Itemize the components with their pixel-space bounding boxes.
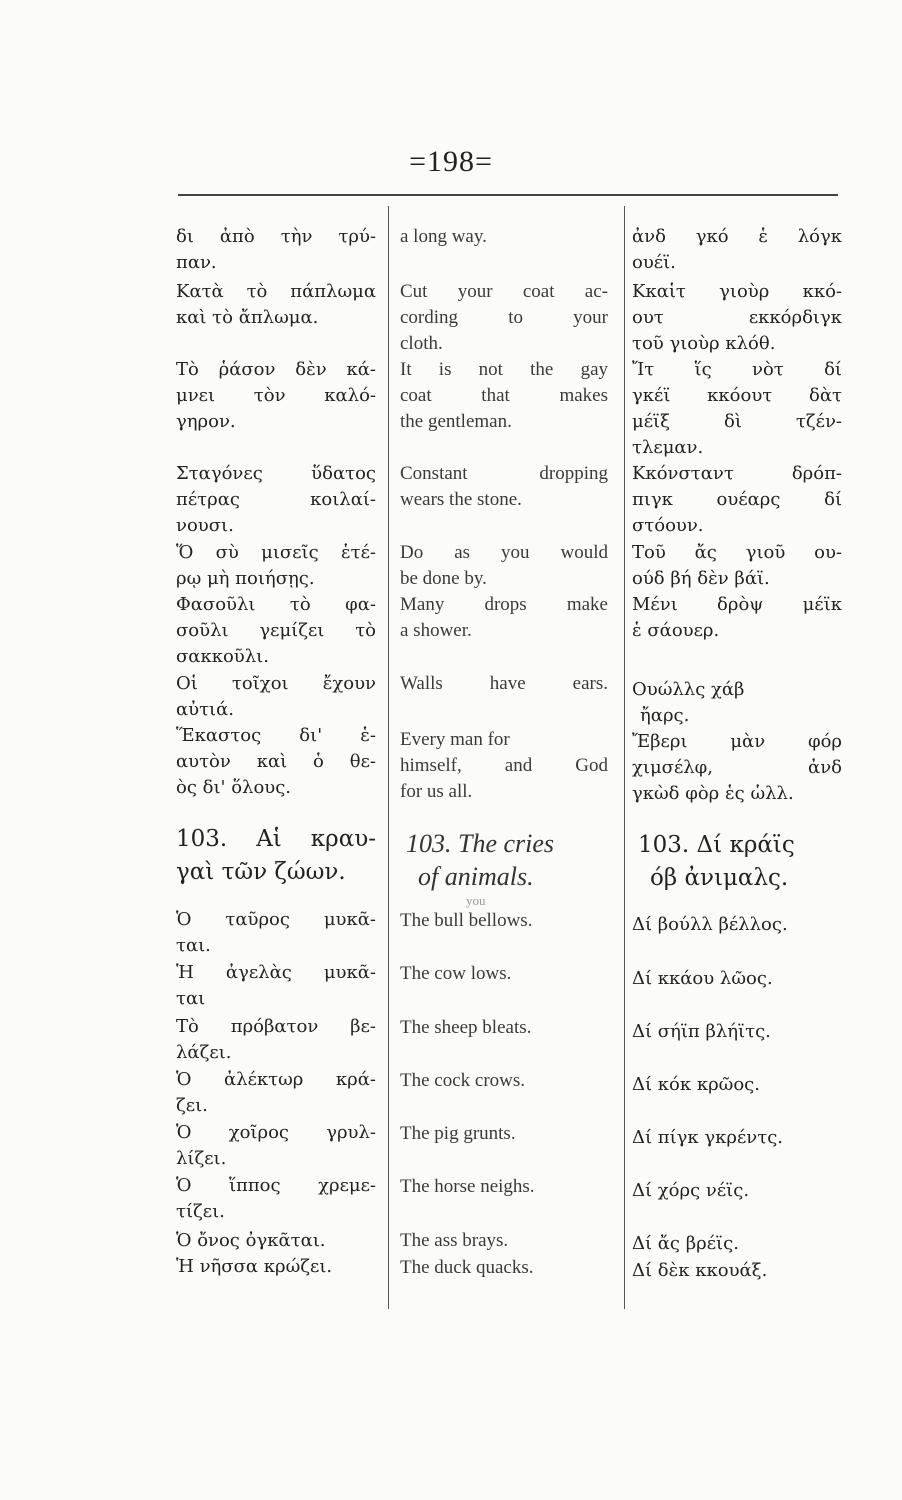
- transliteration-line: χιμσέλφ, ἀνδ: [632, 757, 842, 778]
- transliteration-line: γκὼδ φὸρ ἑς ὡλλ.: [632, 783, 794, 804]
- proverb-greek: [176, 224, 376, 276]
- animal-greek: [176, 1067, 376, 1119]
- transliteration-line: Τοῦ ἄς γιοῦ ου-: [632, 542, 842, 563]
- greek-line: μνει τὸν καλό-: [176, 385, 376, 406]
- english-line: The duck quacks.: [400, 1257, 534, 1278]
- greek-line: Ὅ σὺ μισεῖς ἑτέ-: [176, 542, 376, 563]
- transliteration-line: τοῦ γιοὺρ κλόθ.: [632, 333, 776, 354]
- proverb-transliteration: [632, 729, 842, 807]
- greek-line: δι ἀπὸ τὴν τρύ-: [176, 226, 376, 247]
- greek-line: σακκοῦλι.: [176, 646, 269, 667]
- transliteration-line: Δί κόκ κρῶος.: [632, 1074, 760, 1095]
- transliteration-line: ούδ βή δὲν βάϊ.: [632, 568, 770, 589]
- transliteration-line: ουτ εκκόρδιγκ: [632, 307, 842, 328]
- proverb-greek: [176, 540, 376, 592]
- transliteration-line: Δί ἄς βρέϊς.: [632, 1233, 739, 1254]
- proverb-english: [400, 461, 608, 513]
- proverb-english: [400, 279, 608, 357]
- proverb-transliteration: [632, 461, 842, 539]
- transliteration-line: Δί κκάου λῶος.: [632, 968, 773, 989]
- transliteration-line: ἀνδ γκό ἑ λόγκ: [632, 226, 842, 247]
- animal-greek: [176, 1120, 376, 1172]
- animal-greek: [176, 1173, 376, 1225]
- transliteration-line: Δί σήϊπ βλήϊτς.: [632, 1021, 771, 1042]
- english-line: The pig grunts.: [400, 1123, 516, 1144]
- english-line: The bull bellows.: [400, 910, 533, 931]
- animal-transliteration: [632, 1178, 842, 1204]
- section-heading-transliteration: [638, 829, 848, 895]
- greek-line: γηρον.: [176, 411, 236, 432]
- greek-line: λίζει.: [176, 1148, 227, 1169]
- english-line: wears the stone.: [400, 489, 522, 510]
- column-divider-right: [624, 206, 625, 1309]
- transliteration-line: ἤαρς.: [640, 705, 690, 726]
- proverb-english: [400, 224, 608, 250]
- english-line: The ass brays.: [400, 1230, 509, 1251]
- animal-transliteration: [632, 1258, 842, 1284]
- proverb-transliteration: [632, 540, 842, 592]
- transliteration-line: Μένι δρὸψ μέϊκ: [632, 594, 842, 615]
- greek-line: ρῳ μὴ ποιήσῃς.: [176, 568, 315, 589]
- greek-line: Τὸ πρόβατον βε-: [176, 1016, 376, 1037]
- proverb-transliteration: [632, 279, 842, 357]
- heading-line: γαὶ τῶν ζώων.: [176, 859, 346, 885]
- animal-english: [400, 1255, 608, 1281]
- english-line: be done by.: [400, 568, 487, 589]
- greek-line: Σταγόνες ὕδατος: [176, 463, 376, 484]
- english-line: Every man for: [400, 729, 510, 750]
- greek-line: Οἱ τοῖχοι ἔχουν: [176, 673, 376, 694]
- english-line: himself, and God: [400, 755, 608, 776]
- transliteration-line: Δί χόρς νέϊς.: [632, 1180, 750, 1201]
- proverb-english: [400, 671, 608, 697]
- animal-greek: [176, 1254, 376, 1280]
- greek-line: αὐτιά.: [176, 699, 234, 720]
- transliteration-line: Δί πίγκ γκρέντς.: [632, 1127, 784, 1148]
- transliteration-line: Δί βούλλ βέλλος.: [632, 914, 788, 935]
- greek-line: Τὸ ῥάσον δὲν κά-: [176, 359, 376, 380]
- greek-line: ται.: [176, 935, 211, 956]
- greek-line: πέτρας κοιλαί-: [176, 489, 376, 510]
- page-number: =198=: [409, 145, 493, 178]
- proverb-transliteration: [632, 677, 842, 729]
- transliteration-line: Δί δὲκ κκουάξ.: [632, 1260, 768, 1281]
- english-line: Do as you would: [400, 542, 608, 563]
- greek-line: καὶ τὸ ἄπλωμα.: [176, 307, 319, 328]
- greek-line: ὸς δι' ὅλους.: [176, 777, 292, 798]
- english-line: Walls have ears.: [400, 673, 608, 694]
- animal-english: [400, 1015, 608, 1041]
- heading-line: of animals.: [418, 862, 534, 891]
- english-line: cloth.: [400, 333, 443, 354]
- animal-english: [400, 908, 608, 934]
- section-heading-greek: [176, 823, 376, 889]
- english-line: cording to your: [400, 307, 608, 328]
- english-line: The cock crows.: [400, 1070, 526, 1091]
- transliteration-line: ουέϊ.: [632, 252, 676, 273]
- greek-line: Ὁ ταῦρος μυκᾶ-: [176, 909, 376, 930]
- heading-line: όβ ἀνιμαλς.: [650, 865, 789, 891]
- animal-transliteration: [632, 912, 842, 938]
- animal-english: [400, 1228, 608, 1254]
- transliteration-line: γκέϊ κκόουτ δὰτ: [632, 385, 842, 406]
- greek-line: ζει.: [176, 1095, 208, 1116]
- greek-line: τίζει.: [176, 1201, 225, 1222]
- transliteration-line: Κκόνσταντ δρόπ-: [632, 463, 842, 484]
- proverb-greek: [176, 592, 376, 670]
- english-line: the gentleman.: [400, 411, 512, 432]
- proverb-greek: [176, 671, 376, 723]
- animal-transliteration: [632, 1072, 842, 1098]
- english-line: It is not the gay: [400, 359, 608, 380]
- animal-greek: [176, 1228, 376, 1254]
- greek-line: Ὁ ἀλέκτωρ κρά-: [176, 1069, 376, 1090]
- greek-line: Ὁ ὄνος ὀγκᾶται.: [176, 1230, 326, 1251]
- animal-transliteration: [632, 1019, 842, 1045]
- section-heading-english: [406, 827, 614, 893]
- english-line: for us all.: [400, 781, 473, 802]
- transliteration-line: στόουν.: [632, 515, 704, 536]
- greek-line: Ὁ ἵππος χρεμε-: [176, 1175, 376, 1196]
- greek-line: ται: [176, 988, 206, 1009]
- proverb-greek: [176, 461, 376, 539]
- transliteration-line: πιγκ ουέαρς δί: [632, 489, 842, 510]
- greek-line: Ἡ νῆσσα κρώζει.: [176, 1256, 333, 1277]
- proverb-english: [400, 540, 608, 592]
- proverb-transliteration: [632, 592, 842, 644]
- animal-transliteration: [632, 1231, 842, 1257]
- animal-english: [400, 961, 608, 987]
- greek-line: λάζει.: [176, 1042, 232, 1063]
- proverb-greek: [176, 279, 376, 331]
- transliteration-line: Ἴτ ἵς νὸτ δί: [632, 359, 842, 380]
- english-line: a long way.: [400, 226, 487, 247]
- greek-line: νουσι.: [176, 515, 234, 536]
- greek-line: αυτὸν καὶ ὁ θε-: [176, 751, 376, 772]
- greek-line: σοῦλι γεμίζει τὸ: [176, 620, 376, 641]
- english-line: Many drops make: [400, 594, 608, 615]
- transliteration-line: Κκαἱτ γιοὺρ κκό-: [632, 281, 842, 302]
- english-line: coat that makes: [400, 385, 608, 406]
- proverb-transliteration: [632, 224, 842, 276]
- english-line: The sheep bleats.: [400, 1017, 532, 1038]
- proverb-english: [400, 357, 608, 435]
- greek-line: Ἕκαστος δι' ἑ-: [176, 725, 376, 746]
- transliteration-line: τλεμαν.: [632, 437, 704, 458]
- column-divider-left: [388, 206, 389, 1309]
- transliteration-line: Ουώλλς χάβ: [632, 679, 745, 700]
- animal-greek: [176, 907, 376, 959]
- greek-line: Κατὰ τὸ πάπλωμα: [176, 281, 376, 302]
- transliteration-line: ἑ σάουερ.: [632, 620, 720, 641]
- header-rule: [178, 194, 838, 196]
- stray-mark: you: [466, 893, 486, 908]
- english-line: Cut your coat ac-: [400, 281, 608, 302]
- heading-line: 103. The cries: [406, 829, 555, 858]
- english-line: The horse neighs.: [400, 1176, 535, 1197]
- animal-greek: [176, 1014, 376, 1066]
- transliteration-line: Ἔβερι μὰν φόρ: [632, 731, 842, 752]
- animal-english: [400, 1121, 608, 1147]
- english-line: The cow lows.: [400, 963, 512, 984]
- proverb-greek: [176, 723, 376, 801]
- animal-greek: [176, 960, 376, 1012]
- animal-english: [400, 1174, 608, 1200]
- greek-line: Ὁ χοῖρος γρυλ-: [176, 1122, 376, 1143]
- greek-line: Φασοῦλι τὸ φα-: [176, 594, 376, 615]
- greek-line: Ἡ ἀγελὰς μυκᾶ-: [176, 962, 376, 983]
- greek-line: παν.: [176, 252, 217, 273]
- heading-line: 103. Αἱ κραυ-: [176, 826, 376, 852]
- english-line: a shower.: [400, 620, 472, 641]
- proverb-greek: [176, 357, 376, 435]
- proverb-transliteration: [632, 357, 842, 461]
- proverb-english: [400, 592, 608, 644]
- english-line: Constant dropping: [400, 463, 608, 484]
- animal-transliteration: [632, 1125, 842, 1151]
- proverb-english: [400, 727, 608, 805]
- animal-transliteration: [632, 966, 842, 992]
- heading-line: 103. Δί κράϊς: [638, 832, 795, 858]
- animal-english: [400, 1068, 608, 1094]
- transliteration-line: μέϊξ δὶ τζέν-: [632, 411, 842, 432]
